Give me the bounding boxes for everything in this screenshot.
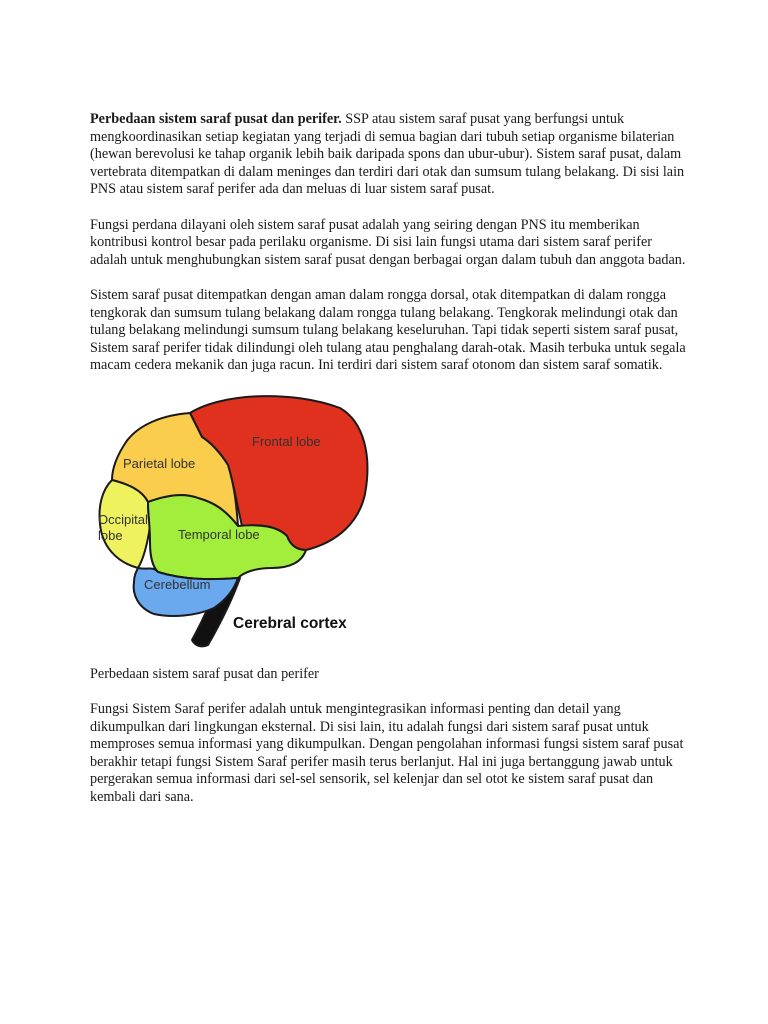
- paragraph-protection: Sistem saraf pusat ditempatkan dengan aman dalam rongga dorsal, otak ditempatkan di dalam rongga tengkorak dan sumsum tulang belakang dalam rongga tulang belakang. Tengkorak melindungi otak dan tulang belakang melindungi sumsum tulang belakang keseluruhan. Tapi tidak seperti sistem saraf pusat, Sistem saraf perifer tidak dilindungi oleh tulang atau penghalang darah-otak. Masih terbuka untuk segala macam cedera mekanik dan juga racun. Ini terdiri dari sistem saraf otonom dan sistem saraf somatik.: [90, 286, 686, 374]
- paragraph-spacer: [90, 199, 690, 217]
- intro-body: SSP atau sistem saraf pusat yang berfungsi untuk mengkoordinasikan setiap kegiatan yang terjadi di semua bagian dari tubuh setiap organisme bilaterian (hewan berevolusi ke tahap organik lebih baik daripada spons dan ubur-ubur). Sistem saraf pusat, dalam vertebrata ditempatkan di dalam meninges dan terdiri dari otak dan sumsum tulang belakang. Di sisi lain PNS atau sistem saraf perifer ada dan meluas di luar sistem saraf pusat.: [90, 111, 685, 198]
- cerebral-cortex-label: Cerebral cortex: [233, 614, 347, 632]
- brain-diagram: [92, 390, 382, 650]
- brain-lobes-figure: [92, 390, 382, 650]
- paragraph-peripheral-function: Fungsi Sistem Saraf perifer adalah untuk mengintegrasikan informasi penting dan detail yang dikumpulkan dari lingkungan eksternal. Di sisi lain, itu adalah fungsi dari sistem saraf pusat untuk memproses semua informasi yang dikumpulkan. Dengan pengolahan informasi fungsi sistem saraf pusat berakhir tetapi fungsi Sistem Saraf perifer masih terus berlanjut. Hal ini juga bertanggung jawab untuk pergerakan semua informasi dari sel-sel sensorik, sel kelenjar dan sel otot ke sistem saraf pusat dan kembali dari sana.: [90, 701, 684, 806]
- document-page: [90, 111, 690, 807]
- figure-caption: Perbedaan sistem saraf pusat dan perifer: [90, 665, 319, 682]
- parietal-lobe-label: Parietal lobe: [123, 455, 196, 471]
- occipital-lobe-label-line1: Occipital: [98, 511, 148, 527]
- temporal-lobe-label: Temporal lobe: [178, 526, 260, 542]
- occipital-lobe-label-line2: lobe: [98, 527, 123, 543]
- paragraph-spacer: [90, 269, 690, 287]
- frontal-lobe-label: Frontal lobe: [252, 433, 321, 449]
- paragraph-intro: [90, 111, 690, 199]
- cerebellum-label: Cerebellum: [144, 576, 211, 592]
- paragraph-function: Fungsi perdana dilayani oleh sistem saraf pusat adalah yang seiring dengan PNS itu memberikan kontribusi kontrol besar pada perilaku organisme. Di sisi lain fungsi utama dari sistem saraf perifer adalah untuk menghubungkan sistem saraf pusat dengan berbagai organ dalam tubuh dan anggota badan.: [90, 216, 686, 268]
- paragraph-spacer: [90, 684, 690, 702]
- intro-heading: Perbedaan sistem saraf pusat dan perifer.: [90, 111, 342, 127]
